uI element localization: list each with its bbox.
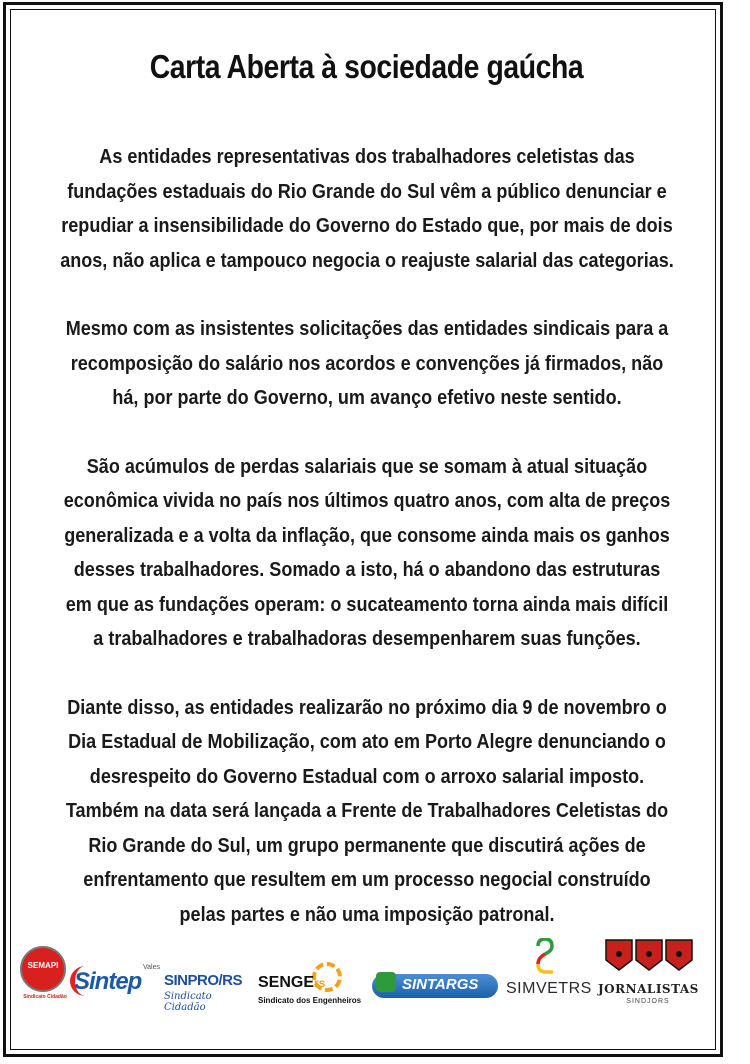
semapi-name: SEMAPI [27, 961, 59, 970]
sinpro-logo [164, 972, 254, 1012]
jornalistas-pen-icon [604, 938, 694, 972]
simvetrs-logo [506, 938, 592, 1008]
simvetrs-name: SIMVETRS [506, 980, 592, 997]
paragraph-4: Diante disso, as entidades realizarão no próximo dia 9 de novembro o Dia Estadual de Mobilização, com ato em Porto Alegre denunciando o desrespeito do Governo Estadual com o arroxo salarial imposto. Também na data será lançada a Frente de Trabalhadores Celetistas do Rio Grande do Sul, um grupo permanente que discutirá ações de enfrentamento que resultem em um processo negocial construído pelas partes e não uma imposição patronal. [65, 695, 669, 926]
union-logos-row [16, 930, 716, 1030]
senge-logo [258, 962, 364, 1008]
senge-name [258, 974, 325, 992]
sintargs-mark-icon [376, 972, 396, 992]
sintep-name: Sintep [74, 968, 142, 995]
senge-suffix: rs [314, 976, 326, 990]
sinpro-subtitle: Sindicato Cidadão [164, 991, 212, 1013]
semapi-logo [20, 946, 70, 1008]
letter-body [18, 140, 716, 932]
semapi-disc [20, 946, 66, 992]
jornalistas-name: JORNALISTAS [598, 982, 699, 996]
sintargs-logo [372, 970, 500, 1004]
paragraph-3: São acúmulos de perdas salariais que se somam à atual situação econômica vivida no país nos últimos quatro anos, com alta de preços generalizada e a volta da inflação, que consome ainda mais os ganhos desses trabalhadores. Somado a isto, há o abandono das estruturas em que as fundações operam: o sucateamento torna ainda mais difícil a trabalhadores e trabalhadoras desempenharem suas funções. [63, 454, 671, 650]
sintep-logo [74, 964, 162, 1008]
senge-subtitle: Sindicato dos Engenheiros [258, 996, 362, 1005]
sintep-swoosh-icon [70, 966, 101, 996]
paragraph-2: Mesmo com as insistentes solicitações das entidades sindicais para a recomposição do salário nos acordos e convenções já firmados, não há, por parte do Governo, um avanço efetivo neste sentido. [65, 317, 669, 409]
semapi-subtitle: Sindicato Cidadão [23, 994, 67, 1000]
senge-name-text: SENGE [258, 974, 315, 991]
sintep-tag: Vales [143, 964, 160, 971]
letter-title: Carta Aberta à sociedade gaúcha [149, 48, 584, 85]
sintargs-name: SINTARGS [402, 976, 479, 993]
simvetrs-glyph-icon [534, 938, 556, 974]
sinpro-name: SINPRO/RS [164, 972, 243, 989]
jornalistas-subtitle: SINDJORS [626, 998, 670, 1005]
paragraph-1: As entidades representativas dos trabalhadores celetistas das fundações estaduais do Rio Grande do Sul vêm a público denunciar e repudiar a insensibilidade do Governo do Estado que, por mais de dois anos, não aplica e tampouco negocia o reajuste salarial das categorias. [60, 145, 674, 272]
jornalistas-logo [598, 930, 702, 1014]
